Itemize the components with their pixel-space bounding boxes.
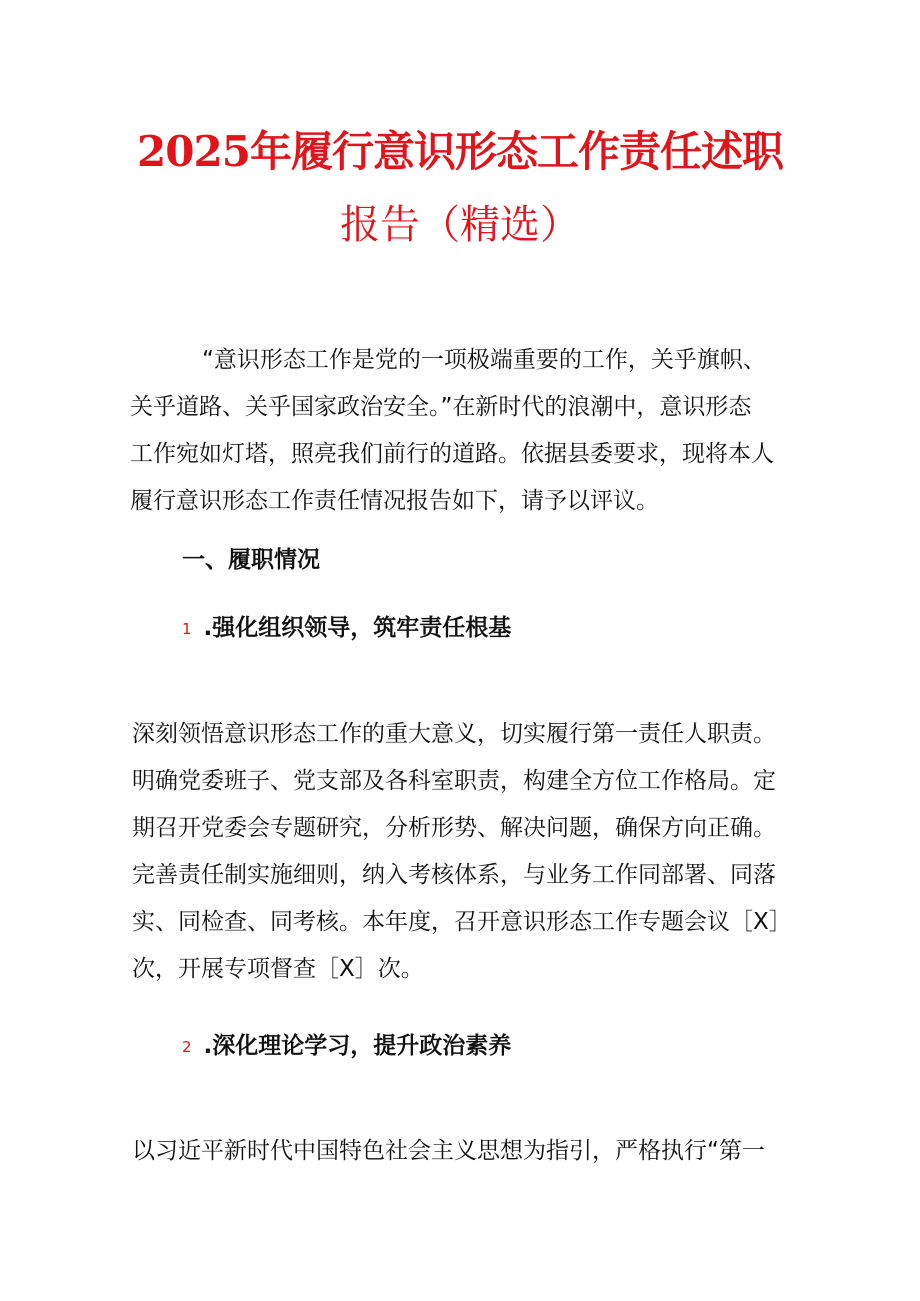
subsection-number: 1 xyxy=(182,619,192,638)
document-title-line-2: 报告（精选） xyxy=(340,202,580,248)
subsection-number: 2 xyxy=(182,1037,192,1056)
body-line: 实、同检查、同考核。本年度，召开意识形态工作专题会议［X］ xyxy=(132,909,792,935)
body-line: 以习近平新时代中国特色社会主义思想为指引，严格执行“第一 xyxy=(132,1138,765,1164)
intro-paragraph xyxy=(130,337,790,525)
body-line: 次，开展专项督查［X］次。 xyxy=(132,956,424,982)
intro-line: “意识形态工作是党的一项极端重要的工作，关乎旗帜、 xyxy=(202,347,766,373)
subsection-title: .强化组织领导，筑牢责任根基 xyxy=(203,615,512,641)
document-title-line-1: 2025年履行意识形态工作责任述职 xyxy=(137,127,783,176)
body-line: 明确党委班子、党支部及各科室职责，构建全方位工作格局。定 xyxy=(132,768,776,794)
body-line: 期召开党委会专题研究，分析形势、解决问题，确保方向正确。 xyxy=(132,815,776,841)
intro-line: 关乎道路、关乎国家政治安全。”在新时代的浪潮中，意识形态 xyxy=(130,394,752,420)
subsection-1-paragraph xyxy=(132,711,797,993)
body-line: 完善责任制实施细则，纳入考核体系，与业务工作同部署、同落 xyxy=(132,862,776,888)
subsection-heading-2 xyxy=(182,1026,511,1067)
body-line: 深刻领悟意识形态工作的重大意义，切实履行第一责任人职责。 xyxy=(132,721,776,747)
intro-line: 工作宛如灯塔，照亮我们前行的道路。依据县委要求，现将本人 xyxy=(130,441,774,467)
subsection-title: .深化理论学习，提升政治素养 xyxy=(203,1033,512,1059)
intro-line: 履行意识形态工作责任情况报告如下，请予以评议。 xyxy=(130,488,659,514)
subsection-heading-1 xyxy=(182,608,511,649)
section-heading-performance: 一、履职情况 xyxy=(182,547,320,573)
subsection-2-paragraph xyxy=(132,1128,797,1175)
